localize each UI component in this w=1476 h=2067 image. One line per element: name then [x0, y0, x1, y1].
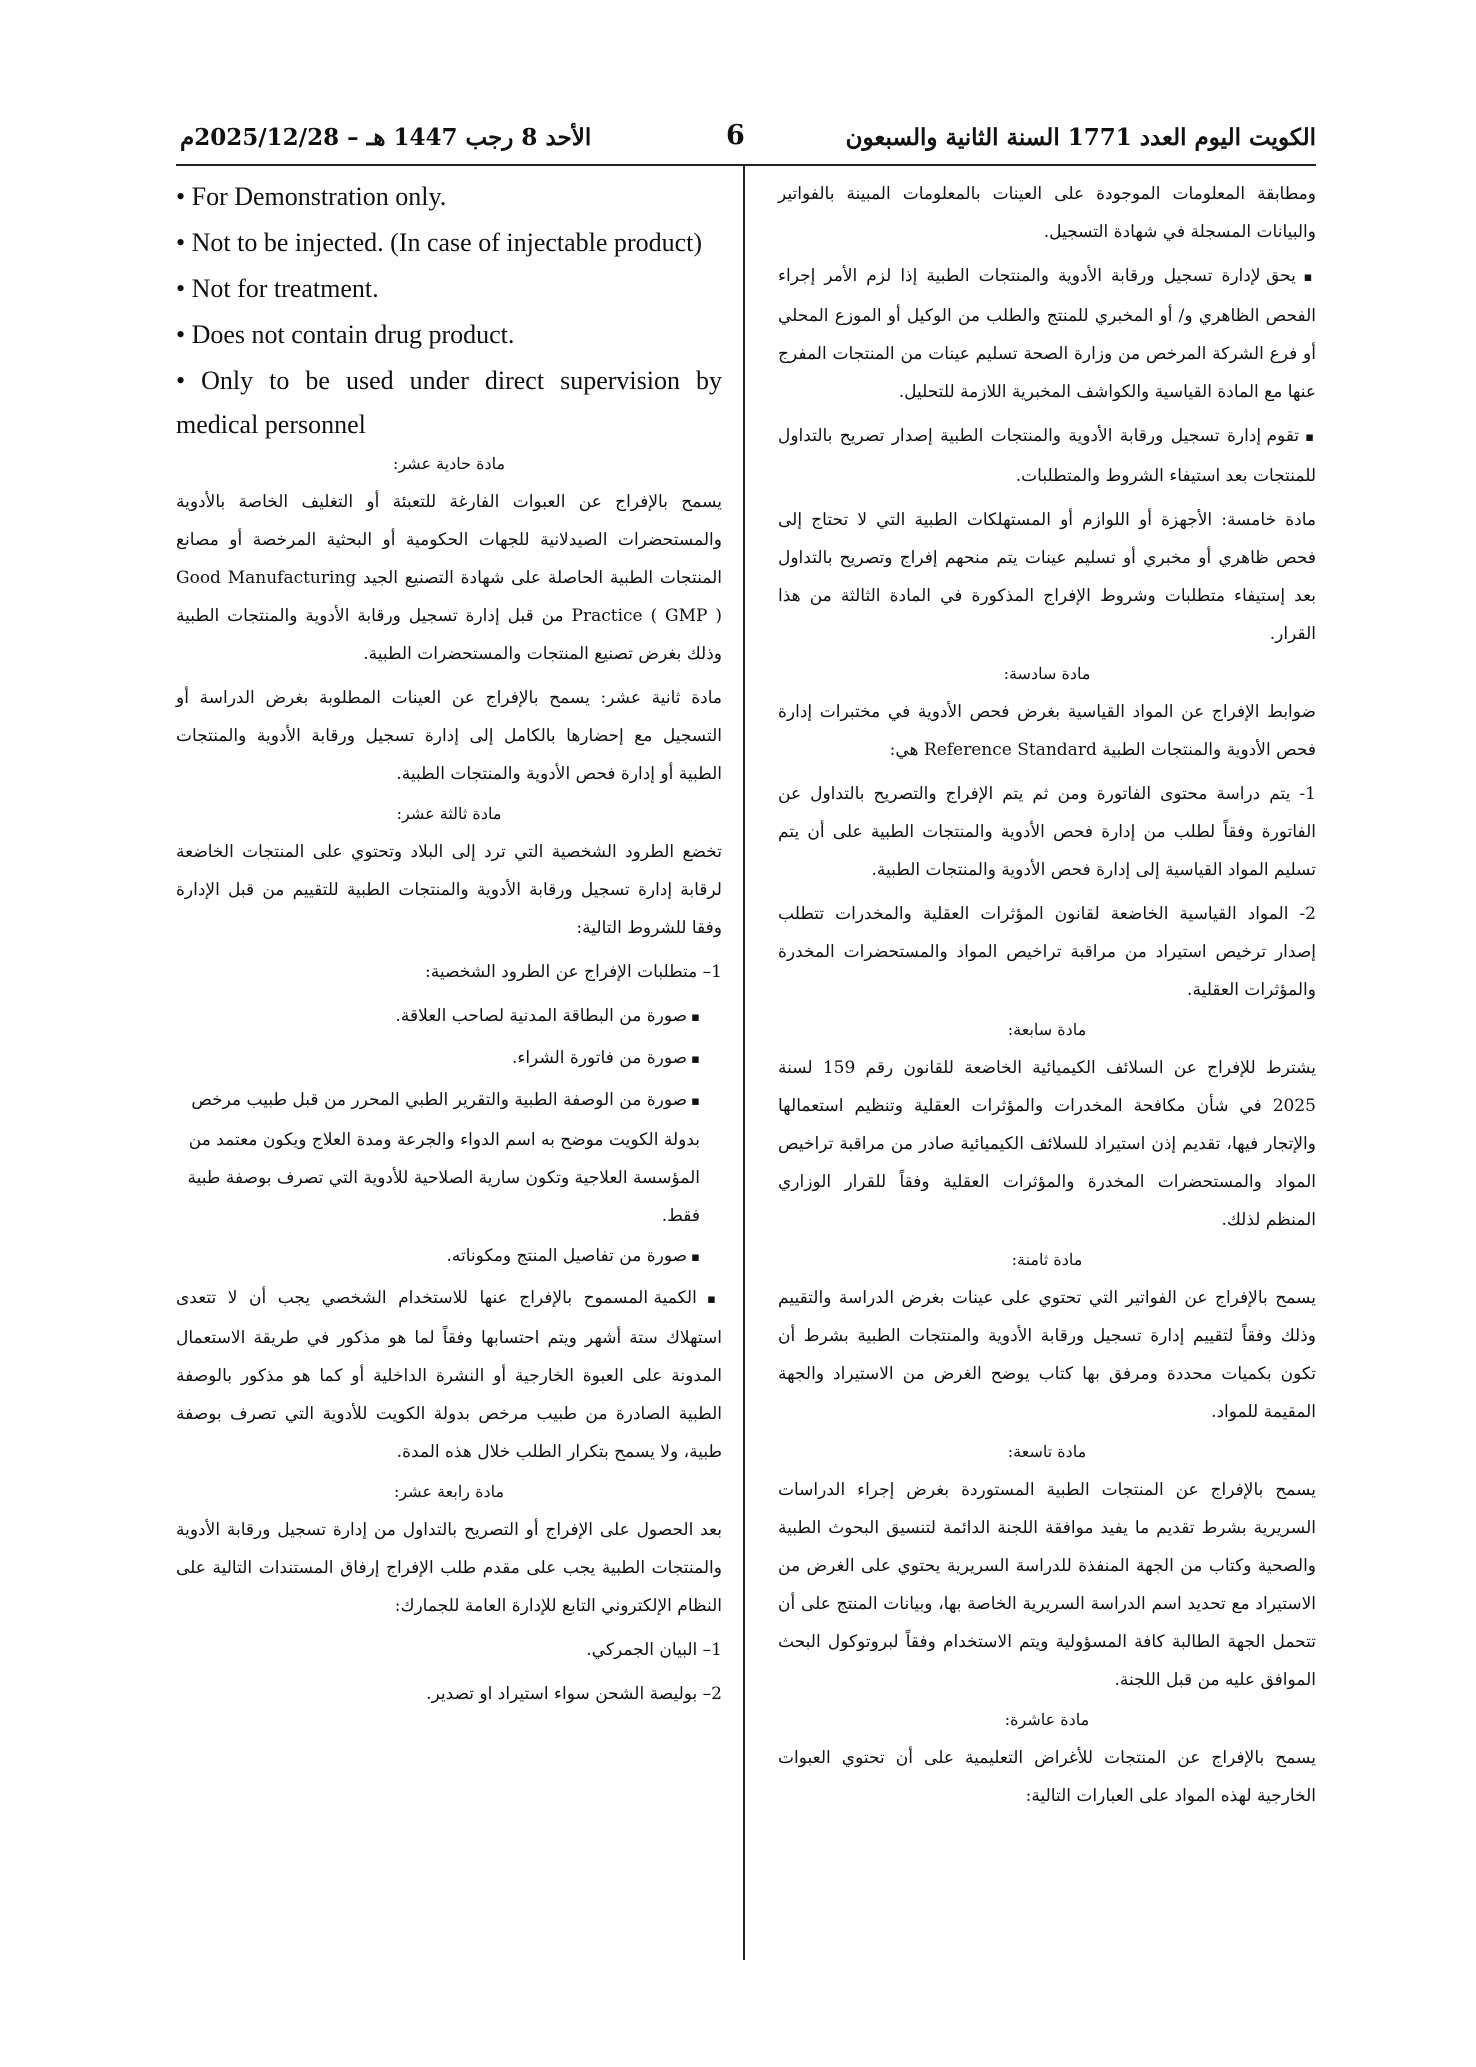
list-item: ▪ صورة من الوصفة الطبية والتقرير الطبي المحرر من قبل طبيب مرخص بدولة الكويت موضح به اسم الدواء والجرعة ومدة العلاج ويكون معتمد من المؤسسة العلاجية وتكون سارية الصلاحية للأدوية التي تصرف بوصفة طبية فقط.: [176, 1081, 700, 1235]
page-header: [176, 120, 1316, 162]
article-title: مادة ثامنة:: [1011, 1250, 1083, 1269]
article-title: مادة ثالثة عشر:: [396, 804, 502, 823]
article-14: بعد الحصول على الإفراج أو التصريح بالتداول من إدارة تسجيل ورقابة الأدوية والمنتجات الطبية يجب على مقدم طلب الإفراج إرفاق المستندات التالية على النظام الإلكتروني التابع للإدارة العامة للجمارك:: [176, 1520, 722, 1616]
article-6-item-2: 2- المواد القياسية الخاضعة لقانون المؤثرات العقلية والمخدرات تتطلب إصدار ترخيص استيراد من مراقبة تراخيص المواد والمستحضرات المخدرة والمؤثرات العقلية.: [778, 904, 1316, 1000]
article-title: مادة تاسعة:: [1007, 1442, 1087, 1461]
column-divider: [743, 166, 745, 1960]
english-statement: • Not for treatment.: [176, 274, 379, 303]
article-6-item-1: 1- يتم دراسة محتوى الفاتورة ومن ثم يتم الإفراج والتصريح بالتداول عن الفاتورة وفقاً لطلب من إدارة فحص الأدوية والمنتجات الطبية على أن يتم تسليم المواد القياسية إلى إدارة فحص الأدوية والمنتجات الطبية.: [778, 784, 1316, 880]
left-column: [176, 175, 722, 1719]
header-rule: [176, 164, 1316, 166]
bullet-paragraph: ▪ يحق لإدارة تسجيل ورقابة الأدوية والمنتجات الطبية إذا لزم الأمر إجراء الفحص الظاهري و/ أو المخبري للمنتج والطلب من الوكيل أو الموزع المحلي أو فرع الشركة المرخص من وزارة الصحة تسليم عينات من المنتجات المفرج عنها مع المادة القياسية والكواشف المخبرية اللازمة للتحليل.: [778, 257, 1316, 411]
article-9: يسمح بالإفراج عن المنتجات الطبية المستوردة بغرض إجراء الدراسات السريرية بشرط تقديم ما يفيد موافقة اللجنة الدائمة لتنسيق البحوث الطبية والصحية وكتاب من الجهة المنفذة للدراسة السريرية يحتوي على الغرض من الاستيراد مع تحديد اسم الدراسة السريرية الخاصة بها، وبيانات المنتج على أن تتحمل الجهة الطالبة كافة المسؤولية ويتم الاستخدام وفقاً لبروتوكول البحث الموافق عليه من قبل اللجنة.: [778, 1480, 1316, 1690]
article-title: مادة رابعة عشر:: [393, 1482, 505, 1501]
bullet-paragraph: ▪ الكمية المسموح بالإفراج عنها للاستخدام الشخصي يجب أن لا تتعدى استهلاك ستة أشهر ويتم احتسابها وفقاً لما هو مذكور في طريقة الاستعمال المدونة على العبوة الخارجية أو النشرة الداخلية أو كما هو مذكور بالوصفة الطبية الصادرة من طبيب مرخص بدولة الكويت للأدوية التي تصرف بوصفة طبية، ولا يسمح بتكرار الطلب خلال هذه المدة.: [176, 1279, 722, 1471]
article-5: مادة خامسة: الأجهزة أو اللوازم أو المستهلكات الطبية التي لا تحتاج إلى فحص ظاهري أو مخبري أو تسليم عينات يتم منحهم إفراج وتصريح بالتداول بعد إستيفاء متطلبات وشروط الإفراج المذكورة في المادة الثالثة من هذا القرار.: [778, 510, 1316, 644]
right-column: [778, 175, 1316, 1821]
article-13-intro: تخضع الطرود الشخصية التي ترد إلى البلاد وتحتوي على المنتجات الخاضعة لرقابة إدارة تسجيل ورقابة الأدوية والمنتجات الطبية للتقييم من قبل الإدارة وفقا للشروط التالية:: [176, 842, 722, 938]
article-8: يسمح بالإفراج عن الفواتير التي تحتوي على عينات بغرض الدراسة والتقييم وذلك وفقاً لتقييم إدارة تسجيل ورقابة الأدوية والمنتجات الطبية بشرط أن تكون بكميات محددة ومرفق بها كتاب يوضح الغرض من الاستيراد والجهة المقيمة للمواد.: [778, 1288, 1316, 1422]
issue-info: الكويت اليوم العدد 1771 السنة الثانية والسبعون: [845, 124, 1316, 151]
article-6-intro: ضوابط الإفراج عن المواد القياسية بغرض فحص الأدوية في مختبرات إدارة فحص الأدوية والمنتجات الطبية Reference Standard هي:: [778, 702, 1316, 760]
article-title: مادة سادسة:: [1003, 664, 1091, 683]
english-statement: • Does not contain drug product.: [176, 320, 515, 349]
article-12: مادة ثانية عشر: يسمح بالإفراج عن العينات المطلوبة بغرض الدراسة أو التسجيل مع إحضارها بالكامل إلى إدارة تسجيل ورقابة الأدوية والمنتجات الطبية أو إدارة فحص الأدوية والمنتجات الطبية.: [176, 688, 722, 784]
list-item: ▪ صورة من البطاقة المدنية لصاحب العلاقة.: [176, 997, 700, 1037]
article-7: يشترط للإفراج عن السلائف الكيميائية الخاضعة للقانون رقم 159 لسنة 2025 في شأن مكافحة المخدرات والمؤثرات العقلية وتنظيم استعمالها والإتجار فيها، تقديم إذن استيراد للسلائف الكيميائية صادر من مراقبة تراخيص المواد والمستحضرات المخدرة والمؤثرات العقلية وفقاً للقرار الوزاري المنظم لذلك.: [778, 1058, 1316, 1230]
article-title: مادة حادية عشر:: [392, 454, 506, 473]
article-11: يسمح بالإفراج عن العبوات الفارغة للتعبئة أو التغليف الخاصة بالأدوية والمستحضرات الصيدلانية للجهات الحكومية أو البحثية المرخصة أو مصانع المنتجات الطبية الحاصلة على شهادة التصنيع الجيد Good Manufacturing Practice ( GMP ) من قبل إدارة تسجيل ورقابة الأدوية والمنتجات الطبية وذلك بغرض تصنيع المنتجات والمستحضرات الطبية.: [176, 492, 722, 664]
english-statement: • Only to be used under direct supervision by medical personnel: [176, 366, 722, 439]
issue-date: الأحد 8 رجب 1447 هـ – 2025/12/28م: [180, 124, 592, 151]
article-14-item-2: 2– بوليصة الشحن سواء استيراد او تصدير.: [426, 1684, 722, 1704]
article-title: مادة عاشرة:: [1004, 1710, 1090, 1729]
list-item: ▪ صورة من فاتورة الشراء.: [176, 1039, 700, 1079]
article-title: مادة سابعة:: [1007, 1020, 1087, 1039]
article-13-subhead: 1– متطلبات الإفراج عن الطرود الشخصية:: [425, 962, 722, 982]
paragraph: ومطابقة المعلومات الموجودة على العينات بالمعلومات المبينة بالفواتير والبيانات المسجلة في شهادة التسجيل.: [778, 184, 1316, 242]
article-10: يسمح بالإفراج عن المنتجات للأغراض التعليمية على أن تحتوي العبوات الخارجية لهذه المواد على العبارات التالية:: [778, 1748, 1316, 1806]
page-number: 6: [726, 120, 745, 151]
article-14-item-1: 1– البيان الجمركي.: [586, 1640, 722, 1660]
bullet-paragraph: ▪ تقوم إدارة تسجيل ورقابة الأدوية والمنتجات الطبية إصدار تصريح بالتداول للمنتجات بعد استيفاء الشروط والمتطلبات.: [778, 417, 1316, 495]
list-item: ▪ صورة من تفاصيل المنتج ومكوناته.: [176, 1237, 700, 1277]
english-statement: • For Demonstration only.: [176, 182, 447, 211]
english-statement: • Not to be injected. (In case of injectable product): [176, 228, 703, 257]
